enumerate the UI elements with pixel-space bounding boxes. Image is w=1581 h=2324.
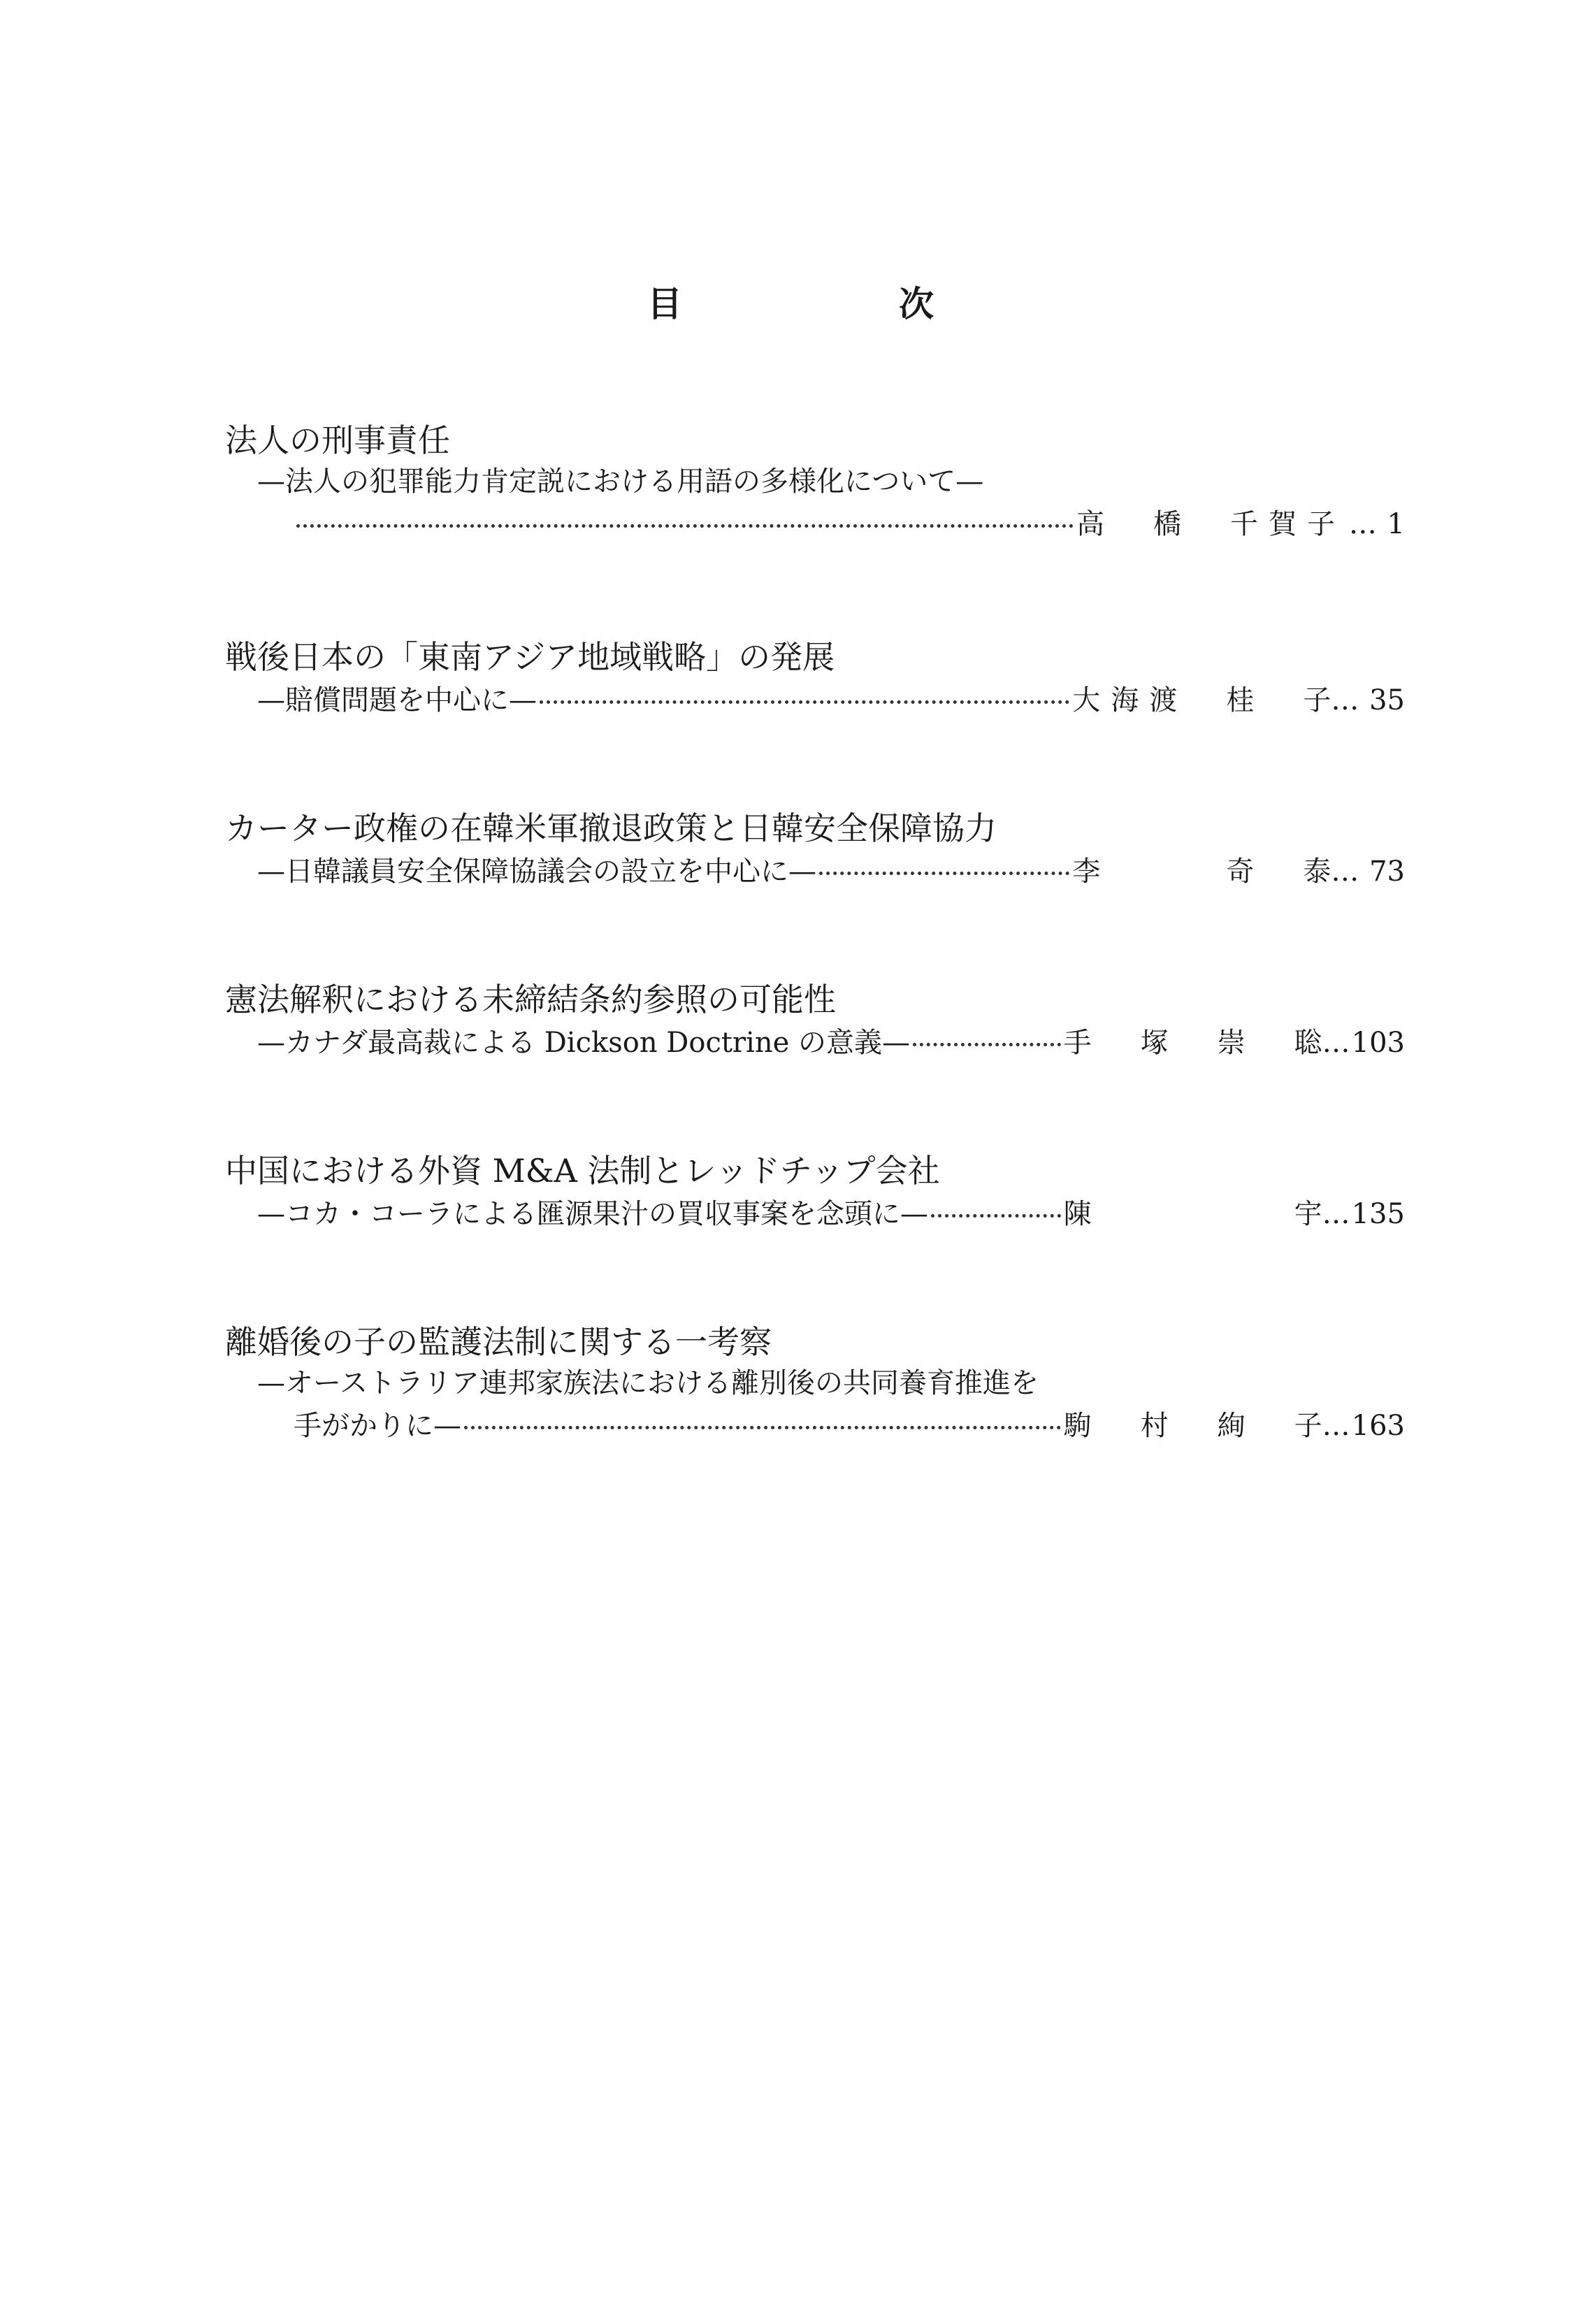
toc-entry[interactable]: [225, 1150, 1405, 1234]
article-subtitle: —日韓議員安全保障協議会の設立を中心に—: [257, 856, 816, 888]
dot-leader: [819, 844, 1069, 875]
toc-entry[interactable]: [225, 636, 1405, 721]
article-subtitle: —コカ・コーラによる匯源果汁の買収事案を念頭に—: [257, 1198, 928, 1230]
page-number: 73: [1369, 856, 1405, 888]
author-line: [225, 849, 1405, 892]
toc-entry[interactable]: [225, 1321, 1405, 1446]
page-title: 目 次: [647, 284, 1025, 324]
page-number: 103: [1351, 1027, 1405, 1059]
author-line: [225, 678, 1405, 721]
article-subtitle-continued: 手がかりに—: [294, 1410, 461, 1442]
dot-leader: [913, 1015, 1061, 1046]
author-block: 駒 村 絢 子 …163: [1064, 1406, 1405, 1446]
article-title: 離婚後の子の監護法制に関する一考察: [225, 1323, 772, 1361]
author-line: [225, 1192, 1405, 1234]
toc-entry[interactable]: [225, 979, 1405, 1063]
author-line: [225, 1403, 1405, 1446]
author-name: 陳 宇: [1063, 1198, 1322, 1230]
page-number: 135: [1351, 1198, 1405, 1230]
toc-entry[interactable]: [225, 807, 1405, 892]
author-name: 高 橋 千賀子: [1076, 508, 1335, 540]
article-title: 法人の刑事責任: [225, 421, 450, 459]
article-subtitle: —カナダ最高裁による Dickson Doctrine の意義—: [257, 1027, 910, 1059]
article-title: 憲法解釈における未締結条約参照の可能性: [225, 981, 836, 1018]
article-subtitle: —法人の犯罪能力肯定説における用語の多様化について—: [257, 465, 984, 498]
author-line: [225, 502, 1405, 544]
author-name: 李 奇 泰: [1072, 856, 1331, 888]
author-block: 陳 宇 …135: [1064, 1194, 1405, 1234]
article-subtitle: —オーストラリア連邦家族法における離別後の共同養育推進を: [257, 1367, 1039, 1399]
dot-leader: [464, 1398, 1061, 1429]
page-number: 35: [1369, 684, 1405, 716]
author-line: [225, 1020, 1405, 1063]
author-name: 大海渡 桂 子: [1072, 684, 1331, 716]
article-subtitle: —賠償問題を中心に—: [257, 684, 537, 716]
author-name: 手 塚 崇 聡: [1063, 1027, 1322, 1059]
author-block: 高 橋 千賀子 … 1: [1076, 504, 1405, 544]
article-title: 戦後日本の「東南アジア地域戦略」の発展: [225, 638, 835, 676]
dot-leader: [296, 496, 1074, 528]
author-block: 大海渡 桂 子 … 35: [1072, 680, 1405, 721]
page-number: 163: [1351, 1410, 1405, 1442]
article-title: カーター政権の在韓米軍撤退政策と日韓安全保障協力: [225, 809, 997, 847]
page-number: 1: [1387, 508, 1405, 540]
dot-leader: [540, 672, 1069, 704]
author-block: 手 塚 崇 聡 …103: [1064, 1023, 1405, 1063]
article-title: 中国における外資 M&A 法制とレッドチップ会社: [225, 1152, 940, 1190]
author-name: 駒 村 絢 子: [1063, 1410, 1322, 1442]
toc-entry[interactable]: [225, 419, 1405, 544]
author-block: 李 奇 泰 … 73: [1072, 851, 1405, 892]
dot-leader: [931, 1186, 1061, 1218]
